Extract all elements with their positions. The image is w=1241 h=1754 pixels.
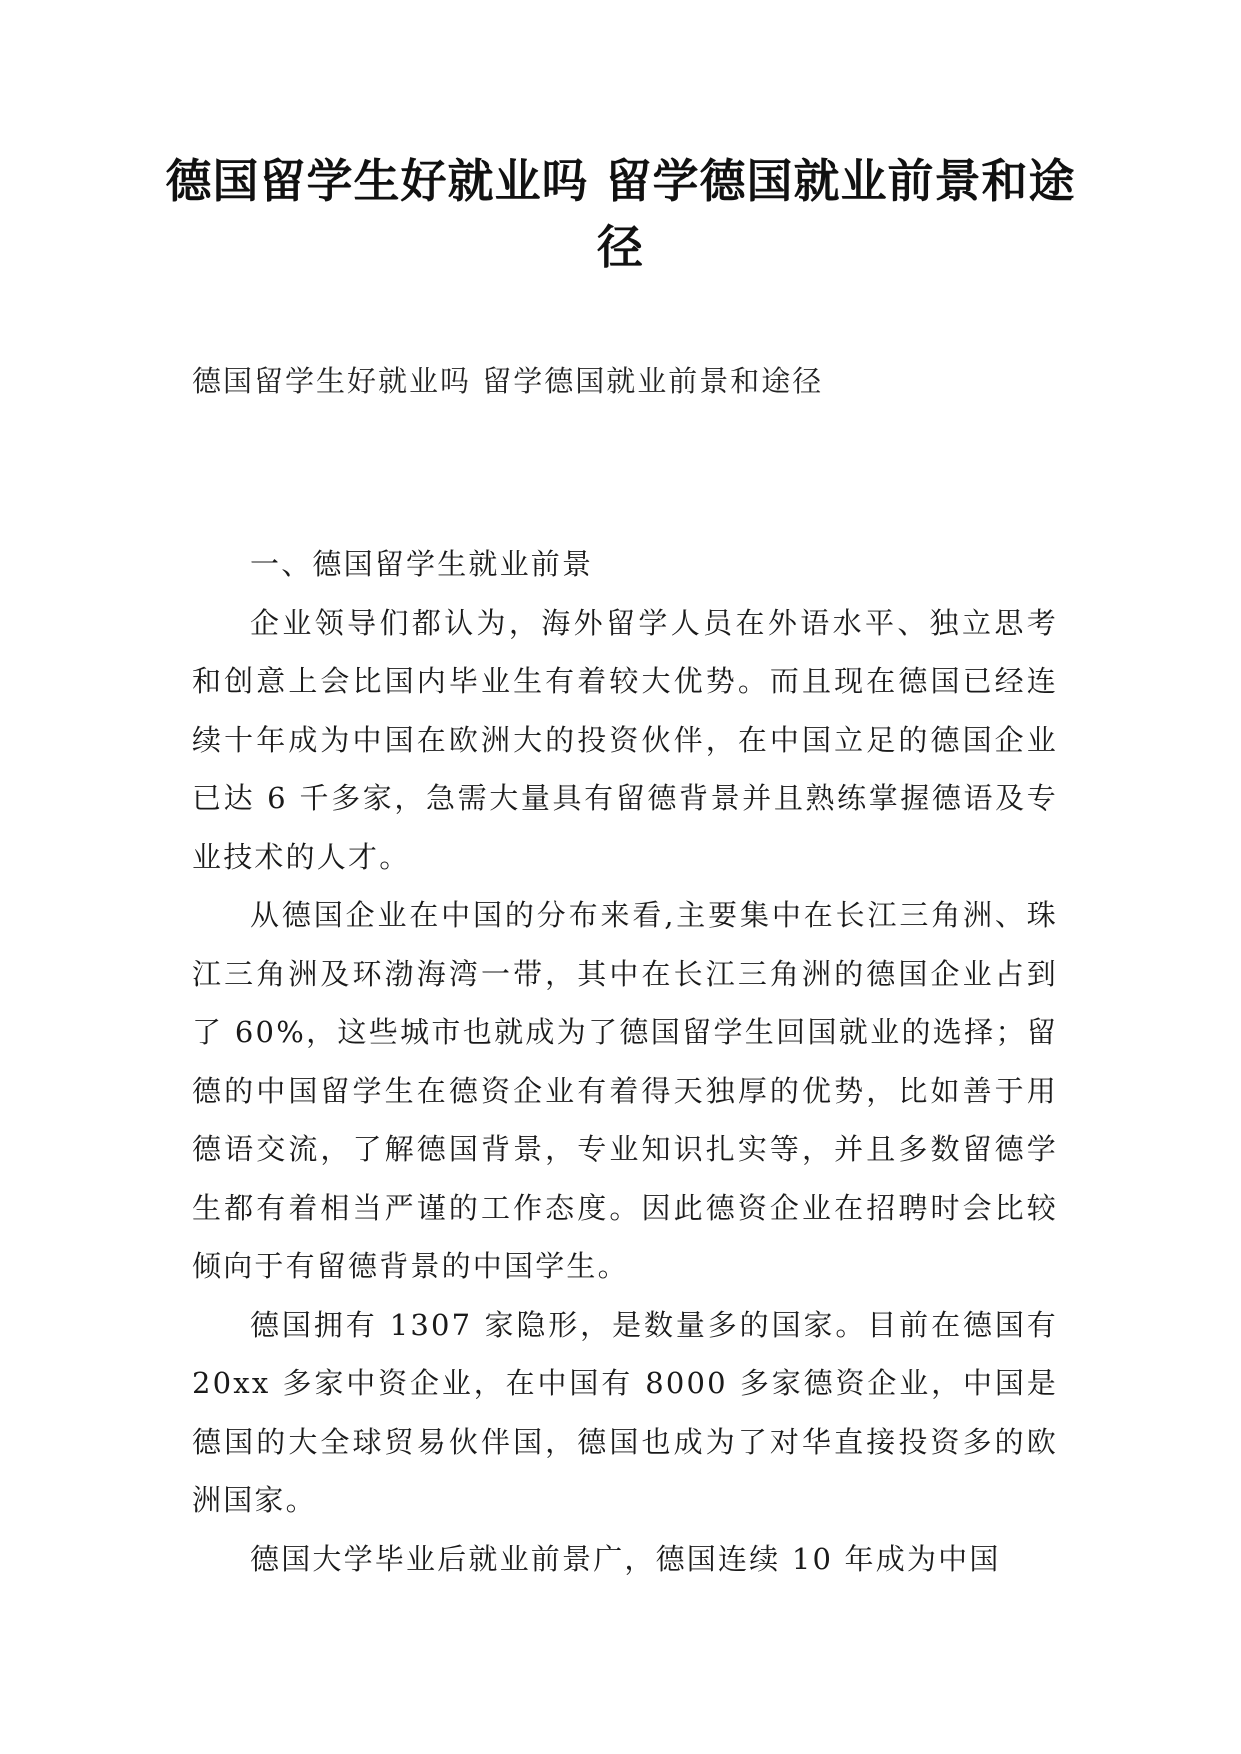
paragraph: 德国拥有 1307 家隐形，是数量多的国家。目前在德国有 20xx 多家中资企业，在中国有 8000 多家德资企业，中国是德国的大全球贸易伙伴国，德国也成为了对华直接投资多的欧洲国家。 xyxy=(192,1307,1058,1517)
document-body xyxy=(192,535,1058,1588)
document-title: 德国留学生好就业吗 留学德国就业前景和途径 xyxy=(165,154,1076,274)
paragraph: 企业领导们都认为，海外留学人员在外语水平、独立思考和创意上会比国内毕业生有着较大优势。而且现在德国已经连续十年成为中国在欧洲大的投资伙伴，在中国立足的德国企业已达 6 千多家，急需大量具有留德背景并且熟练掌握德语及专业技术的人才。 xyxy=(192,605,1058,874)
section-heading: 一、德国留学生就业前景 xyxy=(250,547,594,581)
document-subtitle: 德国留学生好就业吗 留学德国就业前景和途径 xyxy=(192,364,824,398)
paragraph: 德国大学毕业后就业前景广，德国连续 10 年成为中国 xyxy=(250,1541,1001,1576)
paragraph: 从德国企业在中国的分布来看,主要集中在长江三角洲、珠江三角洲及环渤海湾一带，其中在长江三角洲的德国企业占到了 60%，这些城市也就成为了德国留学生回国就业的选择；留德的中国留学生在德资企业有着得天独厚的优势，比如善于用德语交流，了解德国背景，专业知识扎实等，并且多数留德学生都有着相当严谨的工作态度。因此德资企业在招聘时会比较倾向于有留德背景的中国学生。 xyxy=(192,898,1058,1283)
